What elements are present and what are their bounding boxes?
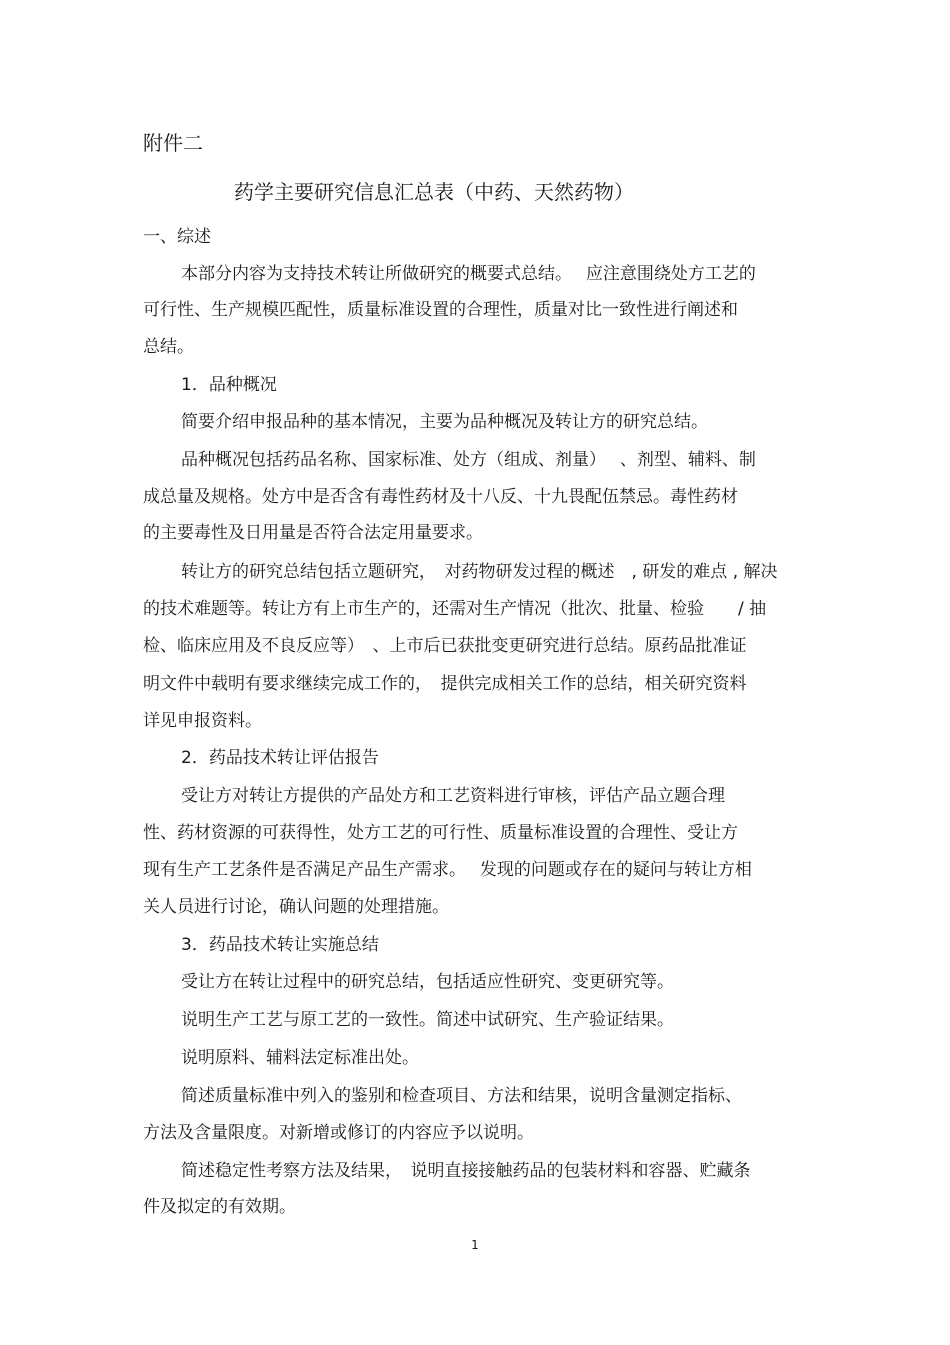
- paragraph-line: 说明生产工艺与原工艺的一致性。简述中试研究、生产验证结果。: [181, 1010, 674, 1030]
- paragraph-line: 可行性、生产规模匹配性，质量标准设置的合理性，质量对比一致性进行阐述和: [143, 300, 738, 320]
- paragraph-line: 关人员进行讨论，确认问题的处理措施。: [143, 897, 449, 917]
- paragraph-line: 详见申报资料。: [143, 711, 262, 731]
- annex-label: 附件二: [143, 131, 203, 155]
- section-heading: 一、综述: [143, 227, 211, 247]
- paragraph-line: 说明原料、辅料法定标准出处。: [181, 1048, 419, 1068]
- subsection-heading: 1．品种概况: [181, 375, 277, 395]
- paragraph-line: 件及拟定的有效期。: [143, 1197, 296, 1217]
- paragraph-line: 的技术难题等。转让方有上市生产的，还需对生产情况（批次、批量、检验 / 抽: [143, 599, 767, 619]
- paragraph-line: 受让方对转让方提供的产品处方和工艺资料进行审核，评估产品立题合理: [181, 786, 725, 806]
- paragraph-line: 简述稳定性考察方法及结果， 说明直接接触药品的包装材料和容器、贮藏条: [181, 1161, 751, 1181]
- paragraph-line: 简要介绍申报品种的基本情况，主要为品种概况及转让方的研究总结。: [181, 412, 708, 432]
- paragraph-line: 品种概况包括药品名称、国家标准、处方（组成、剂量） 、剂型、辅料、制: [181, 450, 756, 470]
- paragraph-line: 现有生产工艺条件是否满足产品生产需求。 发现的问题或存在的疑问与转让方相: [143, 860, 752, 880]
- paragraph-line: 方法及含量限度。对新增或修订的内容应予以说明。: [143, 1123, 534, 1143]
- paragraph-line: 检、临床应用及不良反应等） 、上市后已获批变更研究进行总结。原药品批准证: [143, 636, 747, 656]
- page-number: 1: [471, 1238, 479, 1252]
- paragraph-line: 受让方在转让过程中的研究总结，包括适应性研究、变更研究等。: [181, 972, 674, 992]
- paragraph-line: 转让方的研究总结包括立题研究， 对药物研发过程的概述 , 研发的难点 , 解决: [181, 562, 778, 582]
- paragraph-line: 性、药材资源的可获得性，处方工艺的可行性、质量标准设置的合理性、受让方: [143, 823, 738, 843]
- paragraph-line: 本部分内容为支持技术转让所做研究的概要式总结。 应注意围绕处方工艺的: [181, 264, 756, 284]
- paragraph-line: 成总量及规格。处方中是否含有毒性药材及十八反、十九畏配伍禁忌。毒性药材: [143, 487, 738, 507]
- paragraph-line: 简述质量标准中列入的鉴别和检查项目、方法和结果，说明含量测定指标、: [181, 1086, 742, 1106]
- paragraph-line: 明文件中载明有要求继续完成工作的， 提供完成相关工作的总结，相关研究资料: [143, 674, 747, 694]
- paragraph-line: 总结。: [143, 337, 194, 357]
- subsection-heading: 3．药品技术转让实施总结: [181, 935, 379, 955]
- document-title: 药学主要研究信息汇总表（中药、天然药物）: [234, 180, 634, 204]
- paragraph-line: 的主要毒性及日用量是否符合法定用量要求。: [143, 523, 483, 543]
- subsection-heading: 2．药品技术转让评估报告: [181, 748, 379, 768]
